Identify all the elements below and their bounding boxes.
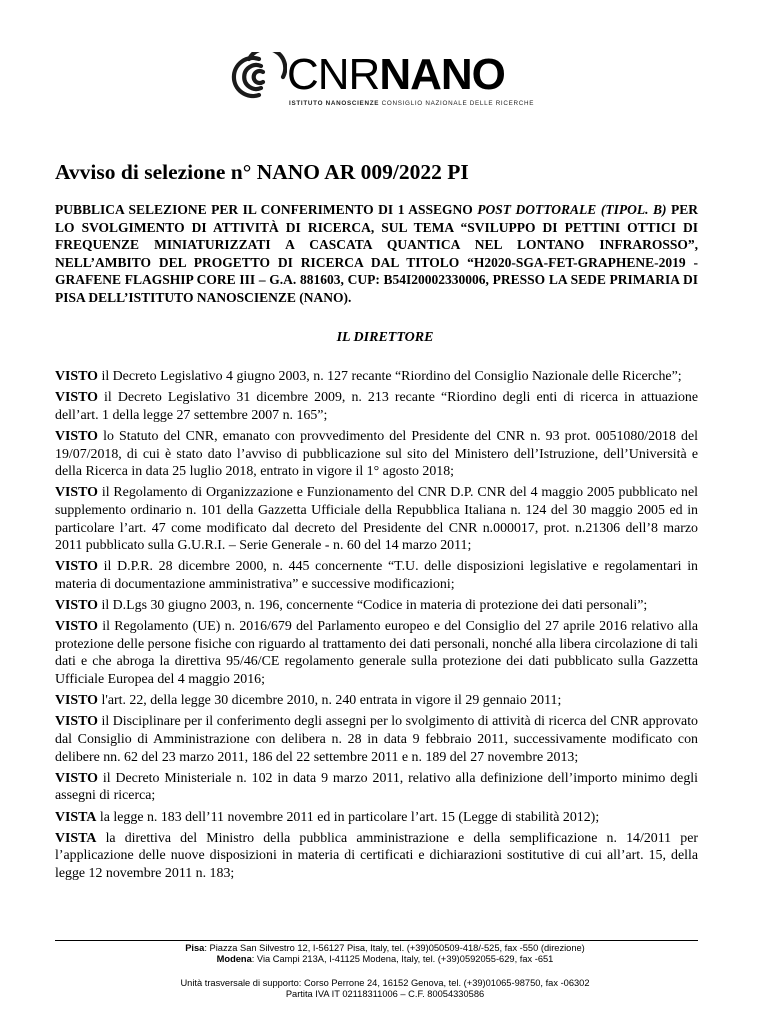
- visti-list: [55, 368, 698, 886]
- director-heading: IL DIRETTORE: [336, 330, 434, 345]
- footer-divider: [55, 940, 698, 941]
- footer-vat: Partita IVA IT 02118311006 – C.F. 80054330586: [285, 989, 485, 999]
- visto-paragraph: VISTO il Disciplinare per il conferimento degli assegni per lo svolgimento di attività di ricerca del CNR approvato dal Consiglio di Amministrazione con delibera n. 28 in data 9 febbraio 2011, successivamente modificato con delibere nn. 62 del 23 marzo 2011, 186 del 22 settembre 2011 e n. 189 del 27 novembre 2013;: [55, 714, 698, 765]
- notice-subject: PUBBLICA SELEZIONE PER IL CONFERIMENTO DI 1 ASSEGNO POST DOTTORALE (TIPOL. B) PER LO SVOLGIMENTO DI ATTIVITÀ DI RICERCA, SUL TEMA “SVILUPPO DI PETTINI OTTICI DI FREQUENZE MINIATURIZZATI A CASCATA QUANTICA NEL LONTANO INFRAROSSO”, NELL’AMBITO DEL PROGETTO DI RICERCA DAL TITOLO “H2020-SGA-FET-GRAPHENE-2019 - GRAFENE FLAGSHIP CORE III – G.A. 881603, CUP: B54I20002330006, PRESSO LA SEDE PRIMARIA DI PISA DELL’ISTITUTO NANOSCIENZE (NANO).: [55, 202, 698, 305]
- footer-pisa: Pisa: Piazza San Silvestro 12, I-56127 Pisa, Italy, tel. (+39)050509-418/-525, fax -550 (direzione): [185, 943, 585, 953]
- visto-paragraph: VISTO il Regolamento di Organizzazione e Funzionamento del CNR D.P. CNR del 4 maggio 2005 pubblicato nel supplemento ordinario n. 101 della Gazzetta Ufficiale della Repubblica Italiana n. 124 del 30 maggio 2005 ed in particolare l’art. 47 come modificato dal decreto del Presidente del CNR n.000017, prot. n.21306 dell’8 marzo 2011 pubblicato sulla G.U.R.I. – Serie Generale - n. 60 del 14 marzo 2011;: [55, 485, 698, 554]
- notice-title: Avviso di selezione n° NANO AR 009/2022 PI: [55, 160, 469, 184]
- visto-paragraph: VISTO il Regolamento (UE) n. 2016/679 del Parlamento europeo e del Consiglio del 27 aprile 2016 relativo alla protezione delle persone fisiche con riguardo al trattamento dei dati personali, nonché alla libera circolazione di tali dati e che abroga la direttiva 95/46/CE regolamento generale sulla protezione dei dati pubblicato sulla Gazzetta Ufficiale Europea del 4 maggio 2016;: [55, 619, 698, 688]
- visto-paragraph: VISTO il Decreto Legislativo 31 dicembre 2009, n. 213 recante “Riordino degli enti di ricerca in attuazione dell’art. 1 della legge 27 settembre 2007 n. 165”;: [55, 390, 698, 423]
- logo-wordmark: CNRNANO: [287, 50, 505, 99]
- visto-paragraph: VISTO l'art. 22, della legge 30 dicembre 2010, n. 240 entrata in vigore il 29 gennaio 2011;: [55, 693, 562, 709]
- cnr-nano-logo: [225, 52, 535, 122]
- visto-paragraph: VISTO il Decreto Ministeriale n. 102 in data 9 marzo 2011, relativo alla definizione dell’importo minimo degli assegni di ricerca;: [55, 770, 698, 804]
- visto-paragraph: VISTO il Decreto Legislativo 4 giugno 2003, n. 127 recante “Riordino del Consiglio Nazionale delle Ricerche”;: [55, 369, 682, 384]
- visto-paragraph: VISTO il D.Lgs 30 giugno 2003, n. 196, concernente “Codice in materia di protezione dei dati personali”;: [55, 598, 648, 614]
- visto-paragraph: VISTA la legge n. 183 dell’11 novembre 2011 ed in particolare l’art. 15 (Legge di stabilità 2012);: [55, 809, 600, 825]
- visto-paragraph: VISTO il D.P.R. 28 dicembre 2000, n. 445 concernente “T.U. delle disposizioni legislative e regolamentari in materia di documentazione amministrativa” e successive modificazioni;: [55, 559, 698, 592]
- visto-paragraph: VISTO lo Statuto del CNR, emanato con provvedimento del Presidente del CNR n. 93 prot. 0051080/2018 del 19/07/2018, di cui è stato dato l’avviso di pubblicazione sul sito del Ministero dell’Istruzione, dell’Università e della Ricerca in data 25 luglio 2018, entrato in vigore il 1° agosto 2018;: [55, 428, 698, 480]
- footer-modena: Modena: Via Campi 213A, I-41125 Modena, Italy, tel. (+39)0592055-629, fax -651: [216, 954, 554, 964]
- visto-paragraph: VISTA la direttiva del Ministro della pubblica amministrazione e della semplificazione n. 14/2011 per l’applicazione delle nuove disposizioni in materia di certificati e dichiarazioni sostitutive di cui all’art. 15, della legge 12 novembre 2011 n. 183;: [55, 830, 698, 881]
- footer-support-unit: Unità trasversale di supporto: Corso Perrone 24, 16152 Genova, tel. (+39)01065-98750, fax -06302: [180, 978, 590, 988]
- cnr-swirl-icon: [225, 52, 287, 102]
- logo-subtitle: ISTITUTO NANOSCIENZE CONSIGLIO NAZIONALE DELLE RICERCHE: [289, 100, 535, 107]
